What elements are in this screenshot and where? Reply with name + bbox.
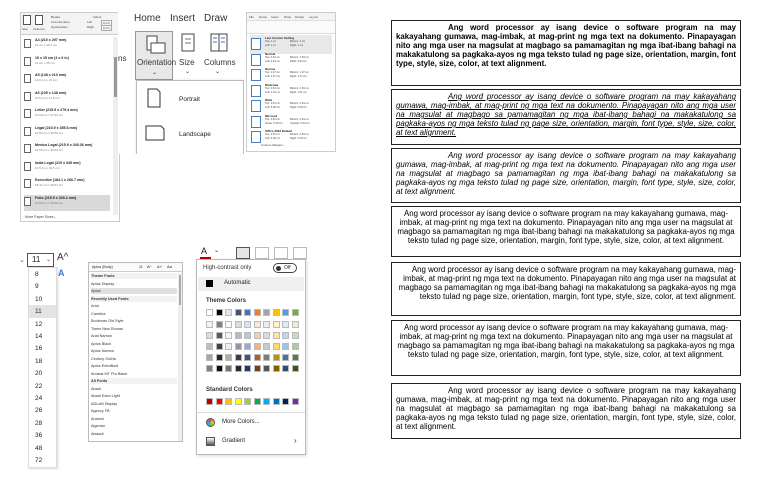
standard-color-swatch[interactable] — [235, 398, 242, 405]
orientation-button[interactable] — [135, 31, 177, 80]
shrink-font-icon[interactable]: A˅ — [157, 264, 163, 269]
theme-color-swatch[interactable] — [263, 365, 270, 372]
font-size-option[interactable]: 12 — [35, 320, 43, 328]
line-numbers-label[interactable]: Line Numbers — [51, 20, 70, 24]
theme-color-swatch[interactable] — [244, 309, 251, 316]
font-size-option[interactable]: 20 — [35, 370, 43, 378]
paper-size-item[interactable] — [24, 72, 110, 88]
paper-size-item[interactable] — [24, 90, 110, 106]
theme-color-swatch[interactable] — [235, 365, 242, 372]
font-option[interactable]: Arial Narrow — [91, 334, 112, 338]
font-option[interactable]: Amasis MT Pro Black — [91, 371, 128, 376]
font-option[interactable]: Cambria — [91, 311, 106, 316]
size-icon[interactable] — [179, 33, 197, 55]
theme-color-swatch[interactable] — [235, 332, 242, 339]
margin-value-top: Top: 1 cm — [265, 40, 277, 43]
paper-size-item[interactable] — [24, 195, 110, 211]
theme-color-swatch[interactable] — [216, 354, 223, 361]
more-colors-label: More Colors... — [222, 419, 260, 425]
theme-color-swatch[interactable] — [235, 321, 242, 328]
paper-size-dimensions: 21.5 cm x 34.5 cm — [35, 165, 60, 170]
theme-color-swatch[interactable] — [273, 365, 280, 372]
margin-value-top: Top: 2.54 cm — [265, 117, 280, 121]
grow-font-icon[interactable]: A^ — [147, 264, 152, 269]
font-size-option[interactable]: 26 — [35, 407, 43, 415]
paper-size-name: 10 x 15 cm (4 x 6 in) — [35, 55, 69, 60]
alignment-toolbar — [236, 247, 316, 259]
page-icon — [24, 57, 31, 66]
font-option[interactable]: Arial — [91, 304, 99, 308]
theme-color-swatch[interactable] — [244, 332, 251, 339]
paper-size-name: A5 (148 x 210 mm) — [35, 73, 67, 77]
margin-preset-name: Office 2003 Default — [265, 129, 293, 133]
theme-color-swatch[interactable] — [292, 343, 299, 350]
theme-color-swatch[interactable] — [206, 332, 213, 339]
font-name-input[interactable]: Aptos (Body) — [92, 265, 113, 269]
margin-value-right: Right: 1 cm — [290, 44, 304, 47]
margin-preset-name: Narrow — [265, 67, 276, 71]
theme-color-swatch[interactable] — [254, 354, 261, 361]
indent-right-input[interactable]: 0 cm — [103, 26, 110, 30]
size-label[interactable]: Size — [179, 58, 195, 67]
font-size-option[interactable]: 72 — [35, 457, 43, 464]
margin-value-right: Right: 3.18 cm — [290, 137, 307, 140]
theme-color-swatch[interactable] — [282, 343, 289, 350]
landscape-option[interactable] — [139, 119, 243, 153]
standard-color-swatch[interactable] — [216, 398, 223, 405]
margin-value-right: Right: 2.54 cm — [290, 59, 307, 63]
more-paper-sizes-link[interactable]: More Paper Sizes... — [25, 215, 57, 219]
theme-color-swatch[interactable] — [282, 354, 289, 361]
paper-size-item[interactable] — [24, 125, 110, 141]
page-icon — [24, 162, 31, 171]
font-option[interactable]: Algerian — [91, 424, 105, 428]
font-size-input[interactable]: 11 — [139, 265, 143, 269]
font-toolbar — [89, 263, 183, 272]
paragraph-italic-justified: Ang word processor ay isang device o software program na may kakayahang gumawa, mag-imbak, at mag-print ng mga text na dokumento. Pinapayagan nito ang mga user na magsulat at magbago sa pamamagitan ng mga ibat-ibang bahagi na makakatulong sa pagkaka-ayos ng mga teksto tulad ng page size, orientation, margin, font type, style, size, color, at text alignment. — [391, 148, 741, 203]
theme-color-swatch[interactable] — [216, 332, 223, 339]
paper-size-dimensions: 21.59 cm x 33.02 cm — [35, 200, 63, 205]
page-icon — [24, 92, 31, 101]
columns-chevron-icon: ⌄ — [215, 69, 221, 75]
font-option[interactable]: Aptos ExtraBold — [91, 364, 119, 368]
size-label[interactable]: Size — [22, 27, 28, 31]
theme-color-swatch[interactable] — [282, 321, 289, 328]
font-size-panel — [19, 248, 69, 470]
font-size-option[interactable]: 48 — [35, 444, 43, 452]
margin-value-right: Right: 5.08 cm — [290, 106, 307, 109]
font-size-option[interactable]: 8 — [35, 271, 39, 278]
margin-value-left: Left: 5.08 cm — [265, 106, 280, 109]
page-icon — [24, 179, 31, 188]
gradient-label: Gradient — [222, 438, 246, 444]
chevron-down-icon: ⌄ — [152, 70, 158, 76]
theme-color-swatch[interactable] — [244, 343, 251, 350]
justify-icon[interactable] — [293, 247, 307, 259]
font-size-option[interactable]: 9 — [35, 283, 39, 291]
theme-color-swatch[interactable] — [282, 309, 289, 316]
columns-label[interactable]: Columns — [204, 58, 236, 67]
margin-value-left: Left: 2.54 cm — [265, 59, 280, 63]
font-option[interactable]: Bookman Old Style — [91, 319, 124, 323]
paper-size-dimensions: 21.59 cm x 35.56 cm — [35, 130, 63, 135]
theme-color-swatch[interactable] — [244, 354, 251, 361]
theme-color-swatch[interactable] — [263, 309, 270, 316]
paper-size-name: Letter (215.9 x 279.4 mm) — [35, 108, 78, 112]
margin-preset-name: Mirrored — [265, 113, 278, 118]
gradient-icon — [206, 437, 215, 446]
indent-right-label: Right — [87, 25, 95, 29]
paper-size-dimensions: 21 cm x 29.7 cm — [35, 43, 58, 47]
breaks-label[interactable]: Breaks — [51, 15, 61, 19]
font-color-button[interactable] — [198, 246, 226, 260]
tab-home[interactable]: Home — [259, 15, 268, 19]
theme-color-swatch[interactable] — [254, 321, 261, 328]
paragraph-right-aligned: Ang word processor ay isang device o software program na may kakayahang gumawa, mag-imbak, at mag-print ng mga text na dokumento. Pinapayagan nito ang mga user na magsulat at magbago sa pamamagitan ng mga ibat-ibang bahagi na makakatulong sa pagkaka-ayos ng mga teksto tulad ng page size, orientation, margin, font type, style, size, color, at text alignment. — [391, 262, 741, 316]
theme-color-swatch[interactable] — [225, 354, 232, 361]
paper-size-list — [21, 37, 113, 215]
margin-value-left: Left: 1 cm — [265, 44, 277, 47]
theme-color-swatch[interactable] — [206, 309, 213, 316]
theme-color-swatch[interactable] — [244, 321, 251, 328]
standard-color-swatch[interactable] — [273, 398, 280, 405]
font-section-header: Recently Used Fonts — [91, 296, 177, 302]
margin-value-bottom: Bottom: 2.54 cm — [290, 133, 309, 136]
theme-color-swatch[interactable] — [244, 365, 251, 372]
indent-left-input[interactable]: 0 cm — [103, 21, 110, 25]
change-case-icon[interactable]: Aa — [167, 264, 172, 269]
font-size-input[interactable]: 11 — [27, 253, 54, 267]
theme-color-swatch[interactable] — [235, 354, 242, 361]
chevron-left-icon: ⌄ — [19, 257, 25, 264]
orientation-label: Orientation — [137, 58, 177, 67]
margin-value-top: Top: 2.54 cm — [265, 133, 280, 136]
margin-value-left: Left: 3.18 cm — [265, 137, 280, 140]
paper-size-dimensions: 18.41 cm x 26.67 cm — [35, 183, 63, 187]
standard-color-swatch[interactable] — [225, 398, 232, 405]
ribbon-toolbar — [247, 21, 336, 34]
font-size-option[interactable]: 22 — [35, 382, 43, 390]
theme-color-swatch[interactable] — [216, 321, 223, 328]
paper-size-item[interactable] — [24, 160, 110, 176]
paper-size-name: A6 (105 x 148 mm) — [35, 90, 67, 95]
paper-size-dimensions: 14.8 cm x 21 cm — [35, 78, 58, 82]
theme-color-swatch[interactable] — [292, 309, 299, 316]
font-option[interactable]: Century Gothic — [91, 356, 117, 361]
margin-value-bottom: Bottom: 1.27 cm — [290, 71, 309, 74]
theme-color-swatch[interactable] — [282, 332, 289, 339]
font-option[interactable]: Aptos Black — [91, 341, 112, 346]
margin-value-bottom: Bottom: 2.54 cm — [290, 55, 309, 59]
paper-size-item[interactable] — [24, 107, 110, 123]
font-color-icon: A — [201, 246, 208, 256]
automatic-label: Automatic — [224, 280, 251, 286]
gradient-option[interactable] — [198, 435, 304, 449]
theme-color-swatch[interactable] — [225, 332, 232, 339]
font-option[interactable]: Aharoni — [91, 416, 105, 421]
theme-color-swatch[interactable] — [216, 343, 223, 350]
theme-color-swatch[interactable] — [292, 354, 299, 361]
ribbon-tabs — [247, 13, 336, 21]
automatic-swatch — [206, 280, 213, 287]
portrait-icon — [147, 88, 161, 108]
standard-color-swatch[interactable] — [292, 398, 299, 405]
paper-size-dimensions: 21.59 cm x 34.04 cm — [35, 148, 63, 152]
columns-label[interactable]: Columns — [33, 27, 45, 31]
font-size-list — [28, 267, 57, 468]
paragraph-justified: Ang word processor ay isang device o software program na may kakayahang gumawa, mag-imbak, at mag-print ng mga text na dokumento. Pinapayagan nito ang mga user na magsulat at magbago sa pamamagitan ng mga ibat-ibang bahagi na makakatulong sa pagkaka-ayos ng mga teksto tulad ng page size, orientation, margin, font type, style, size, color, at text alignment. — [391, 383, 741, 439]
margin-preset-icon — [251, 116, 261, 128]
theme-color-swatch[interactable] — [282, 365, 289, 372]
margin-preset-name: Normal — [265, 51, 276, 56]
paper-size-name: Executive (184.1 x 266.7 mm) — [35, 178, 85, 182]
columns-icon[interactable] — [209, 33, 229, 55]
margin-value-right: Right: 1.91 cm — [290, 90, 307, 94]
font-list-panel — [88, 262, 183, 442]
standard-color-swatch[interactable] — [254, 398, 261, 405]
margins-panel — [246, 12, 336, 152]
paper-size-item[interactable] — [24, 177, 110, 193]
paragraph-centered: Ang word processor ay isang device o software program na may kakayahang gumawa, mag-imbak, at mag-print ng mga text na dokumento. Pinapayagan nito ang mga user na magsulat at magbago sa pamamagitan ng mga ibat-ibang bahagi na makakatulong sa pagkaka-ayos ng mga teksto tulad ng page size, orientation, margin, font type, style, size, color, at text alignment. — [391, 206, 741, 257]
margin-value-bottom: Bottom: 2.54 cm — [290, 86, 309, 90]
font-size-option[interactable]: 18 — [35, 357, 43, 365]
tab-draw[interactable]: Draw — [204, 13, 228, 24]
font-option[interactable]: Aptos — [91, 288, 177, 294]
margin-value-bottom: Bottom: 2.54 cm — [290, 102, 309, 105]
font-size-option[interactable]: 24 — [35, 395, 43, 402]
paper-size-name: India Legal (215 x 345 mm) — [35, 160, 81, 165]
margin-preset-name: Last Custom Setting — [265, 36, 295, 40]
font-size-option[interactable]: 14 — [35, 333, 43, 340]
page-icon — [24, 109, 31, 118]
theme-colors-label: Theme Colors — [206, 298, 247, 304]
theme-color-swatch[interactable] — [235, 343, 242, 350]
paragraph-italic-underline: Ang word processor ay isang device o software program na may kakayahang gumawa, mag-imbak, at mag-print ng mga text na dokumento. Pinapayagan nito ang mga user na magsulat at magbago sa pamamagitan ng mga ibat-ibang bahagi na makakatulong sa pagkaka-ayos ng mga teksto tulad ng page size, orientation, margin, font type, style, size, color, at text alignment. — [391, 89, 741, 145]
theme-color-swatch[interactable] — [292, 365, 299, 372]
grow-font-icon[interactable]: A^ — [57, 252, 69, 263]
indent-label: Indent — [93, 15, 102, 19]
standard-colors-label: Standard Colors — [206, 387, 253, 393]
margin-preset-icon — [251, 54, 261, 66]
font-option[interactable]: Aptos Narrow — [91, 349, 115, 353]
margin-value-left: Left: 1.27 cm — [265, 75, 280, 78]
font-size-dropdown-icon[interactable]: ⌄ — [46, 257, 52, 263]
margin-value-bottom: Bottom: 2.54 cm — [290, 117, 309, 121]
margin-value-top: Top: 1.27 cm — [265, 71, 280, 74]
custom-margins-link[interactable]: Custom Margins... — [261, 143, 286, 147]
font-size-option[interactable]: 11 — [29, 305, 56, 318]
margin-value-bottom: Bottom: 1 cm — [290, 40, 306, 43]
theme-color-swatch[interactable] — [254, 365, 261, 372]
margin-value-left: Left: 1.91 cm — [265, 90, 280, 94]
theme-color-swatch[interactable] — [263, 354, 270, 361]
hyphenation-label[interactable]: Hyphenation — [51, 25, 68, 29]
paragraph-bold-justified: Ang word processor ay isang device o software program na may kakayahang gumawa, mag-imbak, at mag-print ng mga text na dokumento. Pinapayagan nito ang mga user na magsulat at magbago sa pamamagitan ng mga ibat-ibang bahagi na makakatulong sa pagkaka-ayos ng mga teksto tulad ng page size, orientation, margin, font type, style, size, color, at text alignment. — [391, 20, 741, 86]
columns-icon[interactable] — [35, 15, 43, 25]
margin-value-right: Right: 1.27 cm — [290, 75, 307, 78]
paper-size-item[interactable] — [24, 55, 110, 71]
high-contrast-label: High-contrast only — [203, 265, 252, 271]
theme-color-swatch[interactable] — [216, 309, 223, 316]
paper-size-name: A4 (210 x 297 mm) — [35, 38, 67, 42]
divider — [197, 412, 305, 413]
margin-preset-icon — [251, 38, 261, 50]
tab-draw[interactable]: Draw — [284, 15, 292, 19]
standard-color-swatch[interactable] — [244, 398, 251, 405]
theme-color-swatch[interactable] — [206, 343, 213, 350]
indent-left-label: Left — [87, 20, 93, 24]
theme-color-swatch[interactable] — [273, 354, 280, 361]
tab-layout[interactable]: Layout — [309, 15, 319, 19]
toggle-label: Off — [284, 265, 291, 271]
font-size-option[interactable]: 28 — [35, 419, 43, 427]
theme-color-swatch[interactable] — [292, 332, 299, 339]
portrait-label: Portrait — [179, 96, 200, 103]
orientation-panel — [118, 12, 244, 154]
tab-design[interactable]: Design — [295, 15, 305, 19]
page-icon — [24, 74, 31, 83]
align-left-icon[interactable] — [236, 247, 250, 259]
font-size-option[interactable]: 36 — [35, 432, 43, 440]
font-option[interactable]: Agency FB — [91, 409, 110, 413]
theme-colors-grid — [206, 309, 302, 381]
margin-preset-name: Wide — [265, 98, 273, 102]
chevron-down-icon: ⌄ — [214, 248, 220, 254]
theme-color-swatch[interactable] — [254, 309, 261, 316]
landscape-label: Landscape — [179, 131, 211, 138]
margin-value-left: Inside: 3.18 cm — [265, 121, 283, 125]
paper-size-dimensions: 10 cm x 15 cm — [35, 60, 55, 65]
margin-preset-icon — [251, 85, 261, 97]
tab-file[interactable]: File — [249, 15, 254, 19]
font-option[interactable]: ADLaM Display — [91, 401, 118, 406]
theme-color-swatch[interactable] — [235, 309, 242, 316]
theme-color-swatch[interactable] — [273, 321, 280, 328]
theme-color-swatch[interactable] — [263, 332, 270, 339]
tab-insert[interactable]: Insert — [170, 13, 196, 24]
page-size-panel — [20, 12, 120, 222]
font-section-header: Theme Fonts — [91, 273, 177, 279]
margin-value-top: Top: 2.54 cm — [265, 55, 280, 59]
paper-size-name: Legal (215.9 x 355.6 mm) — [35, 125, 78, 130]
theme-color-swatch[interactable] — [225, 343, 232, 350]
chevron-right-icon: › — [294, 436, 297, 445]
theme-color-swatch[interactable] — [225, 365, 232, 372]
paper-size-name: Folio (215.9 x 330.2 mm) — [35, 195, 77, 200]
layout-ribbon — [21, 13, 120, 35]
paper-size-name: Mexico Legal (215.9 x 340.36 mm) — [35, 143, 93, 147]
orientation-icon — [144, 35, 166, 57]
fonts-list — [89, 273, 177, 441]
margin-value-top: Top: 2.54 cm — [265, 86, 280, 90]
partial-label-left: ns — [118, 54, 127, 63]
margin-preset-icon — [251, 100, 261, 112]
standard-color-swatch[interactable] — [206, 398, 213, 405]
tab-insert[interactable]: Insert — [271, 15, 279, 19]
margin-value-top: Top: 2.54 cm — [265, 102, 280, 105]
align-right-icon[interactable] — [274, 247, 288, 259]
font-option[interactable]: Aptos Display — [91, 281, 115, 286]
page-icon — [24, 197, 31, 206]
text-effects-icon[interactable]: A — [58, 268, 65, 278]
paper-size-item[interactable] — [24, 37, 110, 53]
margin-value-right: Outside: 2.54 cm — [290, 121, 310, 125]
page-icon — [24, 39, 31, 48]
theme-color-swatch[interactable] — [254, 343, 261, 350]
standard-colors-row — [206, 398, 302, 407]
theme-color-swatch[interactable] — [206, 354, 213, 361]
theme-color-swatch[interactable] — [216, 365, 223, 372]
margin-preset-icon — [251, 69, 261, 81]
paper-size-item[interactable] — [24, 142, 110, 158]
page-icon — [24, 127, 31, 136]
theme-color-swatch[interactable] — [273, 343, 280, 350]
margins-list — [247, 35, 336, 143]
scrollbar[interactable] — [178, 273, 182, 441]
theme-color-swatch[interactable] — [273, 309, 280, 316]
font-option[interactable]: Times New Roman — [91, 326, 124, 331]
automatic-option[interactable] — [198, 277, 304, 291]
font-size-option[interactable]: 16 — [35, 345, 43, 353]
portrait-option[interactable] — [139, 84, 243, 118]
font-option[interactable]: Abadi Extra Light — [91, 394, 120, 398]
theme-color-swatch[interactable] — [225, 321, 232, 328]
theme-color-swatch[interactable] — [225, 309, 232, 316]
paper-size-dimensions: 10.5 cm x 14.8 cm — [35, 95, 60, 100]
theme-color-swatch[interactable] — [254, 332, 261, 339]
margin-preset-name: Moderate — [265, 82, 279, 87]
font-option[interactable]: Alasadi — [91, 431, 104, 436]
theme-color-swatch[interactable] — [206, 365, 213, 372]
theme-color-swatch[interactable] — [292, 321, 299, 328]
font-section-header: All Fonts — [91, 378, 177, 384]
margin-preset-icon — [251, 131, 261, 143]
theme-color-swatch[interactable] — [206, 321, 213, 328]
standard-color-swatch[interactable] — [263, 398, 270, 405]
paper-size-dimensions: 21.59 cm x 27.94 cm — [35, 113, 63, 117]
size-icon[interactable] — [23, 15, 31, 25]
font-size-option[interactable]: 10 — [35, 295, 43, 303]
font-option[interactable]: Abadi — [91, 386, 101, 391]
landscape-icon — [145, 125, 165, 141]
palette-icon — [206, 418, 215, 427]
page-icon — [24, 144, 31, 153]
paragraph-centered-2: Ang word processor ay isang device o software program na may kakayahang gumawa, mag-imbak, at mag-print ng mga text na dokumento. Pinapayagan nito ang mga user na magsulat at magbago sa pamamagitan ng mga ibat-ibang bahagi na makakatulong sa pagkaka-ayos ng mga teksto tulad ng page size, orientation, margin, font type, style, size, color, at text alignment. — [391, 320, 741, 376]
theme-color-swatch[interactable] — [263, 321, 270, 328]
theme-color-swatch[interactable] — [273, 332, 280, 339]
more-colors-option[interactable] — [198, 416, 304, 430]
tab-home[interactable]: Home — [134, 13, 161, 24]
high-contrast-toggle[interactable] — [273, 263, 297, 273]
orientation-menu — [136, 80, 244, 154]
theme-color-swatch[interactable] — [263, 343, 270, 350]
size-chevron-icon: ⌄ — [185, 69, 191, 75]
font-color-menu — [196, 259, 306, 455]
align-center-icon[interactable] — [255, 247, 269, 259]
standard-color-swatch[interactable] — [282, 398, 289, 405]
